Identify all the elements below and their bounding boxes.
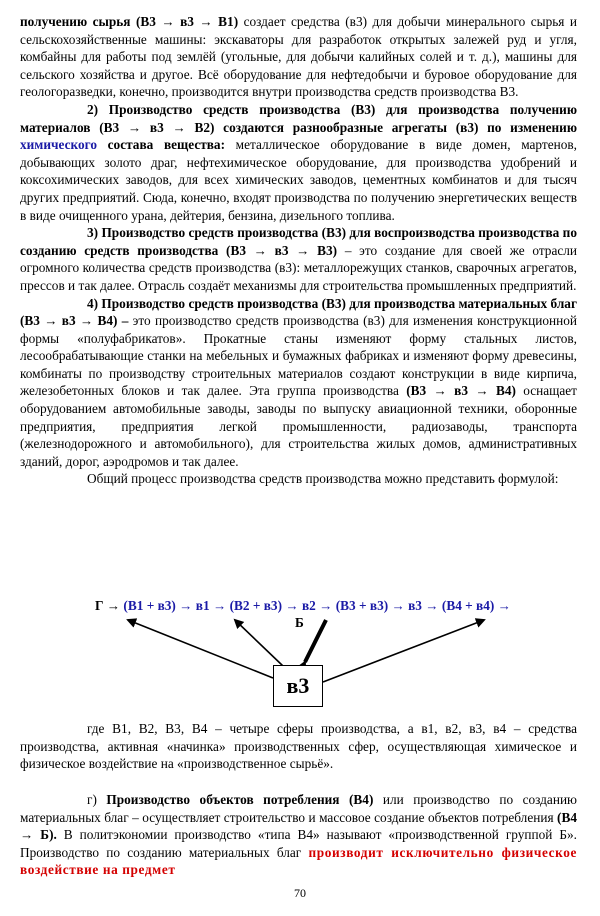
p7-lead: Производство объектов потребления (В4) — [106, 792, 374, 807]
p2-lead-blue: химического — [20, 137, 97, 153]
paragraph-4 — [20, 295, 577, 471]
formula-g: Г → — [95, 598, 121, 613]
formula-s4: (В4 + в4) → — [441, 598, 511, 613]
arrow-to-b4 — [323, 620, 484, 682]
p4-text-b: оснащает оборудованием автомобильные заводы, заводы по выпуску авиационной техники, оборонные предприятия, предприятия легкой промышленности, радиозаводы, транспорта (железнодорожного и автомобильного), для строительства жилых домов, административных зданий, дорог, аэродромов и так далее. — [20, 383, 577, 469]
p4-lead: 4) Производство средств производства (В3) для производства материальных благ (В3 → в3 → В4) – — [20, 295, 577, 329]
v3-box: в3 — [273, 665, 323, 707]
p7-text-b: В политэкономии производство «типа В4» называют «производственной группой Б». Производство по созданию материальных благ — [20, 827, 577, 860]
explanation-block — [20, 720, 577, 773]
arrow-to-v1 — [128, 620, 273, 678]
p6-text: где В1, В2, В3, В4 – четыре сферы производства, а в1, в2, в3, в4 – средства производства, активная «начинка» производственных сфер, осуществляющая химическое и физическое воздействие на «производственное сырьё». — [20, 721, 577, 772]
p1-text: создает средства (в3) для добычи минерального сырья и сельскохозяйственные машины: экскаваторы для разработок открытых залежей руд и угля, комбайны для работы под землёй (угольные, для добычи калийных солей и т. д.), машины для сельского хозяйства и другое. Всё оборудование для нефтедобычи и буровое оборудование для геологоразведки, конечно, производится внутри производства средств производства В3. — [20, 14, 577, 100]
page-body — [20, 13, 577, 488]
p1-lead: получению сырья (В3 → в3 → В1) — [20, 14, 239, 29]
p2-lead-a: 2) Производство средств производства (В3) для производства получению материалов (В3 → в3 → В2) создаются разнообразные агрегаты (в3) по изменению — [20, 101, 577, 135]
formula-s1: (В1 + в3) → в1 → — [123, 598, 227, 613]
paragraph-2 — [20, 101, 577, 224]
paragraph-1 — [20, 13, 577, 101]
arrow-from-v3 — [305, 620, 326, 662]
p7-pre: г) — [87, 792, 107, 807]
paragraph-6 — [20, 720, 577, 773]
arrow-to-v2 — [235, 620, 283, 666]
section-g-block — [20, 791, 577, 879]
p7-red: производит исключительно физическое воздействие на предмет — [20, 844, 578, 878]
p3-lead: 3) Производство средств производства (В3) для воспроизводства производства по созданию средств производства (В3 → в3 → В3) — [20, 225, 577, 258]
paragraph-5 — [20, 470, 577, 488]
p2-lead-b: состава вещества: — [96, 137, 226, 153]
p5-text: Общий процесс производства средств производства можно представить формулой: — [87, 471, 559, 487]
p4-text-a: это производство средств производства (в3) для изменения конструкционной формы «полуфабрикатов». Прокатные станы изменяют форму стальных листов, лесообрабатывающие станки на мебельных и бумажных фабриках и изменяют форму древесины, комбинаты по производству строительных материалов создают конструкции в виде кирпича, железобетонных блоков и так далее. Эта группа производства — [20, 313, 577, 399]
page-number: 70 — [294, 886, 306, 900]
p7-bold-mid: (В4 → Б). — [20, 809, 577, 843]
p7-text-a: или производство по созданию материальных благ – осуществляет строительство и массовое создание объектов потребления — [20, 792, 577, 825]
paragraph-3 — [20, 224, 577, 294]
paragraph-7 — [20, 791, 577, 879]
formula-s2: (В2 + в3) → в2 → — [229, 598, 333, 613]
p2-text: металлическое оборудование в виде домен, мартенов, добывающих золото драг, нефтехимическое оборудование, для производства удобрений и коксохимических заводов, для всех химических заводов, цементных комбинатов и для тысяч других предприятий. Сюда, конечно, входят производства по получению энергетических веществ в виде очищенного урана, дейтерия, бензина, дизельного топлива. — [20, 137, 577, 223]
formula-s3: (В3 + в3) → в3 → — [335, 598, 439, 613]
p4-bold-mid: (В3 → в3 → В4) — [406, 383, 516, 399]
formula — [95, 597, 585, 630]
formula-tail: Б — [295, 615, 304, 630]
p3-text: – это создание для своей же отрасли огромного количества средств производства (в3): металлорежущих станков, сварочных агрегатов, прессов и так далее. Отрасль создаёт механизмы для строительства промышленных предприятий. — [20, 242, 577, 293]
